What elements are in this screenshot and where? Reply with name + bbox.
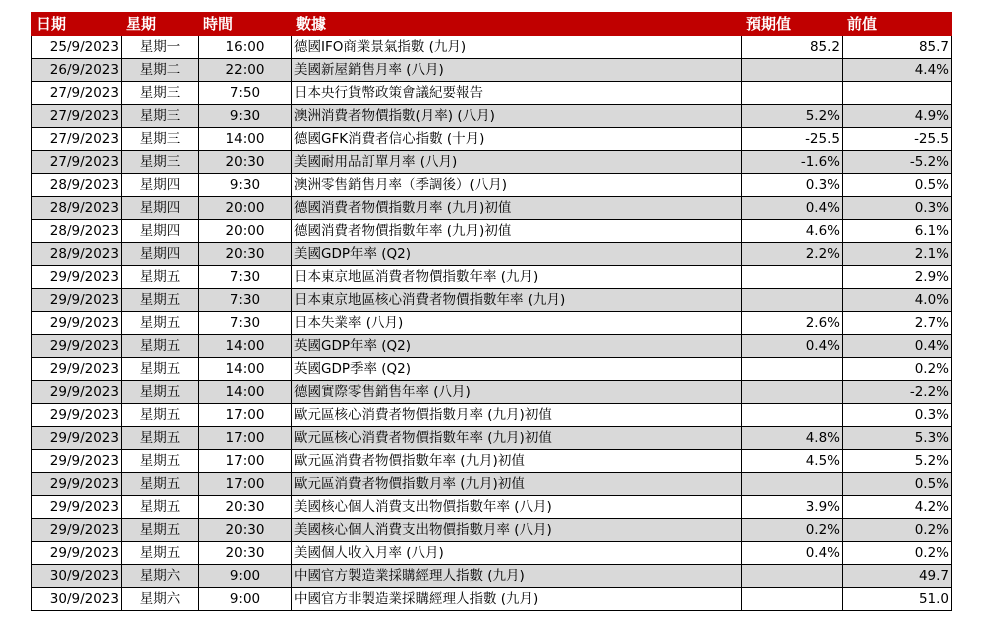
row-previous: 5.2% xyxy=(843,450,952,473)
row-weekday: 星期五 xyxy=(122,404,199,427)
row-indicator: 日本失業率 (八月) xyxy=(292,312,742,335)
row-forecast xyxy=(742,266,843,289)
row-weekday: 星期五 xyxy=(122,427,199,450)
row-indicator: 英國GDP季率 (Q2) xyxy=(292,358,742,381)
row-indicator: 中國官方製造業採購經理人指數 (九月) xyxy=(292,565,742,588)
row-time: 20:30 xyxy=(199,542,292,565)
row-indicator: 美國耐用品訂單月率 (八月) xyxy=(292,151,742,174)
header-date: 日期 xyxy=(32,13,122,36)
row-forecast xyxy=(742,59,843,82)
row-weekday: 星期四 xyxy=(122,174,199,197)
row-weekday: 星期四 xyxy=(122,220,199,243)
row-weekday: 星期五 xyxy=(122,266,199,289)
table-row xyxy=(32,588,952,611)
row-forecast xyxy=(742,289,843,312)
row-date: 29/9/2023 xyxy=(32,404,122,427)
row-date: 29/9/2023 xyxy=(32,381,122,404)
row-forecast: 3.9% xyxy=(742,496,843,519)
row-indicator: 日本東京地區消費者物價指數年率 (九月) xyxy=(292,266,742,289)
row-forecast xyxy=(742,565,843,588)
table-row xyxy=(32,404,952,427)
table-body xyxy=(32,36,952,611)
row-time: 16:00 xyxy=(199,36,292,59)
row-date: 29/9/2023 xyxy=(32,496,122,519)
table-row xyxy=(32,496,952,519)
row-indicator: 英國GDP年率 (Q2) xyxy=(292,335,742,358)
row-previous: 0.5% xyxy=(843,174,952,197)
table-row xyxy=(32,358,952,381)
row-date: 29/9/2023 xyxy=(32,358,122,381)
row-time: 20:30 xyxy=(199,151,292,174)
row-indicator: 日本東京地區核心消費者物價指數年率 (九月) xyxy=(292,289,742,312)
row-time: 20:30 xyxy=(199,243,292,266)
row-time: 7:30 xyxy=(199,266,292,289)
row-date: 27/9/2023 xyxy=(32,151,122,174)
table-row xyxy=(32,128,952,151)
row-date: 27/9/2023 xyxy=(32,105,122,128)
row-weekday: 星期三 xyxy=(122,128,199,151)
row-forecast: 85.2 xyxy=(742,36,843,59)
row-date: 29/9/2023 xyxy=(32,473,122,496)
table-row xyxy=(32,82,952,105)
row-forecast: 0.3% xyxy=(742,174,843,197)
row-date: 28/9/2023 xyxy=(32,174,122,197)
header-previous: 前值 xyxy=(843,13,952,36)
row-weekday: 星期五 xyxy=(122,450,199,473)
table-row xyxy=(32,151,952,174)
table-row xyxy=(32,220,952,243)
row-time: 20:00 xyxy=(199,220,292,243)
row-previous: 0.2% xyxy=(843,358,952,381)
row-weekday: 星期五 xyxy=(122,381,199,404)
row-weekday: 星期三 xyxy=(122,82,199,105)
table-row xyxy=(32,197,952,220)
row-previous: 0.3% xyxy=(843,197,952,220)
row-date: 29/9/2023 xyxy=(32,312,122,335)
row-time: 7:30 xyxy=(199,289,292,312)
row-date: 30/9/2023 xyxy=(32,588,122,611)
table-row xyxy=(32,59,952,82)
row-indicator: 澳洲消費者物價指數(月率) (八月) xyxy=(292,105,742,128)
row-previous: 6.1% xyxy=(843,220,952,243)
row-date: 27/9/2023 xyxy=(32,128,122,151)
row-previous: -5.2% xyxy=(843,151,952,174)
row-previous: -2.2% xyxy=(843,381,952,404)
row-forecast: 5.2% xyxy=(742,105,843,128)
row-indicator: 中國官方非製造業採購經理人指數 (九月) xyxy=(292,588,742,611)
table-row xyxy=(32,519,952,542)
row-indicator: 美國核心個人消費支出物價指數年率 (八月) xyxy=(292,496,742,519)
row-previous: 49.7 xyxy=(843,565,952,588)
row-previous: 85.7 xyxy=(843,36,952,59)
row-time: 9:00 xyxy=(199,565,292,588)
row-indicator: 美國核心個人消費支出物價指數月率 (八月) xyxy=(292,519,742,542)
row-time: 7:30 xyxy=(199,312,292,335)
economic-calendar-table xyxy=(31,12,952,611)
row-indicator: 日本央行貨幣政策會議紀要報告 xyxy=(292,82,742,105)
row-indicator: 歐元區核心消費者物價指數年率 (九月)初值 xyxy=(292,427,742,450)
row-forecast: 4.6% xyxy=(742,220,843,243)
row-weekday: 星期五 xyxy=(122,289,199,312)
row-forecast xyxy=(742,588,843,611)
row-weekday: 星期四 xyxy=(122,243,199,266)
row-weekday: 星期五 xyxy=(122,519,199,542)
row-previous: 5.3% xyxy=(843,427,952,450)
row-forecast xyxy=(742,473,843,496)
row-time: 9:00 xyxy=(199,588,292,611)
row-forecast: -25.5 xyxy=(742,128,843,151)
row-weekday: 星期五 xyxy=(122,358,199,381)
row-previous: 0.3% xyxy=(843,404,952,427)
row-forecast xyxy=(742,82,843,105)
table-row xyxy=(32,243,952,266)
row-time: 14:00 xyxy=(199,381,292,404)
row-time: 20:30 xyxy=(199,496,292,519)
row-date: 29/9/2023 xyxy=(32,427,122,450)
row-weekday: 星期五 xyxy=(122,312,199,335)
row-previous: -25.5 xyxy=(843,128,952,151)
row-time: 14:00 xyxy=(199,335,292,358)
row-indicator: 歐元區消費者物價指數年率 (九月)初值 xyxy=(292,450,742,473)
row-date: 28/9/2023 xyxy=(32,220,122,243)
row-previous: 4.2% xyxy=(843,496,952,519)
row-previous: 2.1% xyxy=(843,243,952,266)
row-indicator: 澳洲零售銷售月率（季調後）(八月) xyxy=(292,174,742,197)
row-weekday: 星期五 xyxy=(122,496,199,519)
row-time: 20:30 xyxy=(199,519,292,542)
row-time: 14:00 xyxy=(199,358,292,381)
row-date: 28/9/2023 xyxy=(32,243,122,266)
row-indicator: 美國個人收入月率 (八月) xyxy=(292,542,742,565)
row-previous: 0.4% xyxy=(843,335,952,358)
table-row xyxy=(32,542,952,565)
row-indicator: 德國IFO商業景氣指數 (九月) xyxy=(292,36,742,59)
row-weekday: 星期三 xyxy=(122,105,199,128)
header-forecast: 預期值 xyxy=(742,13,843,36)
row-previous xyxy=(843,82,952,105)
row-forecast: 4.5% xyxy=(742,450,843,473)
row-forecast: 0.4% xyxy=(742,335,843,358)
row-weekday: 星期四 xyxy=(122,197,199,220)
row-indicator: 德國GFK消費者信心指數 (十月) xyxy=(292,128,742,151)
row-weekday: 星期二 xyxy=(122,59,199,82)
row-forecast: 2.2% xyxy=(742,243,843,266)
row-previous: 0.2% xyxy=(843,519,952,542)
row-time: 9:30 xyxy=(199,174,292,197)
row-time: 22:00 xyxy=(199,59,292,82)
header-time: 時間 xyxy=(199,13,292,36)
row-indicator: 歐元區消費者物價指數月率 (九月)初值 xyxy=(292,473,742,496)
table-row xyxy=(32,174,952,197)
row-date: 29/9/2023 xyxy=(32,335,122,358)
row-date: 29/9/2023 xyxy=(32,289,122,312)
row-indicator: 美國新屋銷售月率 (八月) xyxy=(292,59,742,82)
table-row xyxy=(32,312,952,335)
row-date: 29/9/2023 xyxy=(32,519,122,542)
row-time: 17:00 xyxy=(199,473,292,496)
row-indicator: 德國實際零售銷售年率 (八月) xyxy=(292,381,742,404)
row-weekday: 星期五 xyxy=(122,335,199,358)
row-forecast: 2.6% xyxy=(742,312,843,335)
row-date: 29/9/2023 xyxy=(32,266,122,289)
row-indicator: 德國消費者物價指數年率 (九月)初值 xyxy=(292,220,742,243)
row-forecast: 0.4% xyxy=(742,542,843,565)
header-data: 數據 xyxy=(292,13,742,36)
row-weekday: 星期五 xyxy=(122,473,199,496)
row-time: 17:00 xyxy=(199,450,292,473)
row-date: 25/9/2023 xyxy=(32,36,122,59)
table-row xyxy=(32,335,952,358)
row-previous: 4.9% xyxy=(843,105,952,128)
row-date: 28/9/2023 xyxy=(32,197,122,220)
table-row xyxy=(32,450,952,473)
row-weekday: 星期六 xyxy=(122,565,199,588)
row-indicator: 德國消費者物價指數月率 (九月)初值 xyxy=(292,197,742,220)
table-header-row xyxy=(32,13,952,36)
table-row xyxy=(32,105,952,128)
row-date: 26/9/2023 xyxy=(32,59,122,82)
header-weekday: 星期 xyxy=(122,13,199,36)
table-row xyxy=(32,36,952,59)
row-previous: 0.2% xyxy=(843,542,952,565)
row-forecast: 0.4% xyxy=(742,197,843,220)
row-forecast xyxy=(742,358,843,381)
row-forecast: -1.6% xyxy=(742,151,843,174)
row-time: 14:00 xyxy=(199,128,292,151)
row-weekday: 星期五 xyxy=(122,542,199,565)
row-date: 29/9/2023 xyxy=(32,542,122,565)
row-date: 27/9/2023 xyxy=(32,82,122,105)
row-time: 7:50 xyxy=(199,82,292,105)
row-time: 20:00 xyxy=(199,197,292,220)
row-forecast: 4.8% xyxy=(742,427,843,450)
row-time: 17:00 xyxy=(199,427,292,450)
table-row xyxy=(32,427,952,450)
row-weekday: 星期一 xyxy=(122,36,199,59)
row-date: 30/9/2023 xyxy=(32,565,122,588)
row-date: 29/9/2023 xyxy=(32,450,122,473)
row-weekday: 星期三 xyxy=(122,151,199,174)
table-row xyxy=(32,266,952,289)
row-previous: 51.0 xyxy=(843,588,952,611)
row-previous: 0.5% xyxy=(843,473,952,496)
row-forecast xyxy=(742,404,843,427)
row-previous: 2.7% xyxy=(843,312,952,335)
row-previous: 2.9% xyxy=(843,266,952,289)
row-indicator: 美國GDP年率 (Q2) xyxy=(292,243,742,266)
table-row xyxy=(32,565,952,588)
row-time: 9:30 xyxy=(199,105,292,128)
table-row xyxy=(32,473,952,496)
table-row xyxy=(32,381,952,404)
row-time: 17:00 xyxy=(199,404,292,427)
table-row xyxy=(32,289,952,312)
row-forecast xyxy=(742,381,843,404)
row-forecast: 0.2% xyxy=(742,519,843,542)
row-weekday: 星期六 xyxy=(122,588,199,611)
row-indicator: 歐元區核心消費者物價指數月率 (九月)初值 xyxy=(292,404,742,427)
row-previous: 4.0% xyxy=(843,289,952,312)
row-previous: 4.4% xyxy=(843,59,952,82)
